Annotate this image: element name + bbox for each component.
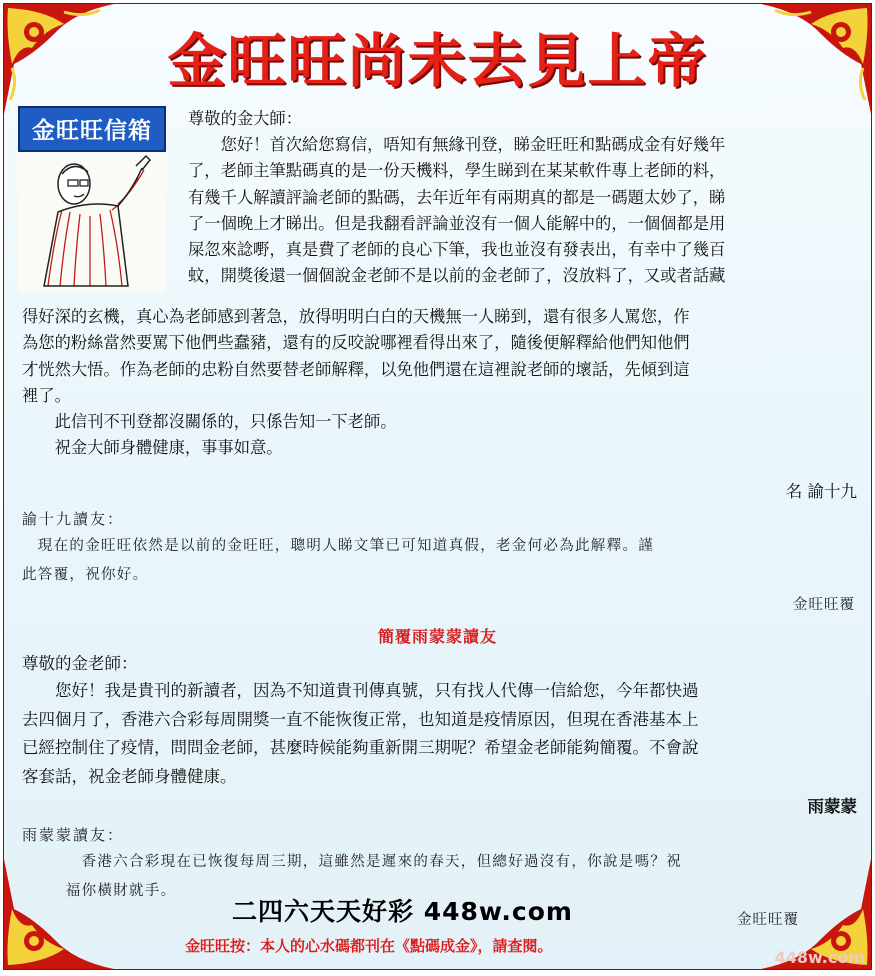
letter1-salutation: 尊敬的金大師： (188, 109, 302, 128)
letter1-line: 了一個晚上才睇出。但是我翻看評論並沒有一個人能解中的，一個個都是用 (188, 213, 726, 233)
reply1-signature: 金旺旺覆 (793, 597, 855, 613)
letter-page (3, 3, 872, 970)
letter1-closing: 此信刊不刊登都沒關係的，只係告知一下老師。 (54, 412, 397, 432)
letter2-line: 客套話，祝金老師身體健康。 (22, 766, 237, 786)
letter2-line: 去四個月了，香港六合彩每周開獎一直不能恢復正常，也知道是疫情原因，但現在香港基本上 (22, 709, 699, 729)
letter2-salutation: 尊敬的金老師： (22, 654, 138, 673)
teacher-illustration-icon (18, 154, 166, 292)
letter1-line: 裡了。 (22, 385, 71, 405)
site-watermark: 二四六天天好彩 448w.com (232, 897, 573, 926)
letter1-signature: 名 諭十九 (785, 482, 857, 501)
reply1-heading: 諭十九讀友： (22, 510, 125, 528)
reply2-line: 福你橫財就手。 (50, 883, 177, 899)
letter1-line: 才恍然大悟。作為老師的忠粉自然要替老師解釋，以免他們還在這裡說老師的壞話，先傾到這 (22, 359, 690, 379)
letter1-line: 蚊，開獎後還一個個說金老師不是以前的金老師了，沒放料了，又或者話藏 (188, 266, 726, 286)
letter1-line: 您好！首次給您寫信，唔知有無緣刊登，睇金旺旺和點碼成金有好幾年 (220, 135, 726, 154)
letter2-line: 已經控制住了疫情，問問金老師，甚麼時候能夠重新開三期呢？希望金老師能夠簡覆。不會說 (22, 738, 699, 757)
reply-subtitle: 簡覆雨蒙蒙讀友 (377, 627, 497, 646)
letter1-line: 了，老師主筆點碼真的是一份天機料，學生睇到在某某軟件專上老師的料， (188, 161, 726, 181)
letter1-line: 屎忽來諗嘢，真是費了老師的良心下筆，我也並沒有發表出，有幸中了幾百 (188, 240, 726, 260)
letter1-full-block (22, 304, 867, 462)
letter1-line: 為您的粉絲當然要罵下他們些蠢豬，還有的反咬說哪裡看得出來了，隨後便解釋給他們知他們 (22, 333, 690, 353)
letter1-line: 得好深的玄機，真心為老師感到著急，放得明明白白的天機無一人睇到，還有很多人罵您，作 (22, 307, 690, 326)
reply1-line: 此答覆，祝你好。 (22, 567, 149, 583)
letter2-signature: 雨蒙蒙 (807, 797, 857, 816)
letter1-line: 有幾千人解讀評論老師的點碼，去年近年有兩期真的都是一碼題太妙了，睇 (188, 187, 726, 207)
corner-watermark: 448w.com (774, 948, 865, 967)
letter2-body (22, 677, 867, 791)
letter2-line: 您好！我是貴刊的新讀者，因為不知道貴刊傳真號，只有找人代傳一信給您，今年都快過 (22, 681, 699, 700)
reply1-line: 現在的金旺旺依然是以前的金旺旺，聰明人睇文筆已可知道真假，老金何必為此解釋。謹 (22, 538, 654, 554)
letter1-closing: 祝金大師身體健康，事事如意。 (54, 438, 283, 458)
page-title: 金旺旺尚未去見上帝 (167, 27, 708, 95)
letter1-top-block (188, 132, 864, 290)
reply1-body (22, 532, 860, 590)
mailbox-badge-label: 金旺旺信箱 (18, 106, 166, 152)
reply2-line: 香港六合彩現在已恢復每周三期，這雖然是遲來的春天，但總好過沒有，你說是嗎？祝 (50, 854, 682, 870)
mailbox-badge (18, 106, 166, 292)
reply2-signature: 金旺旺覆 (737, 912, 799, 928)
footer-note: 金旺旺按：本人的心水碼都刊在《點碼成金》，請查閱。 (185, 937, 553, 955)
reply2-heading: 雨蒙蒙讀友： (22, 826, 125, 844)
